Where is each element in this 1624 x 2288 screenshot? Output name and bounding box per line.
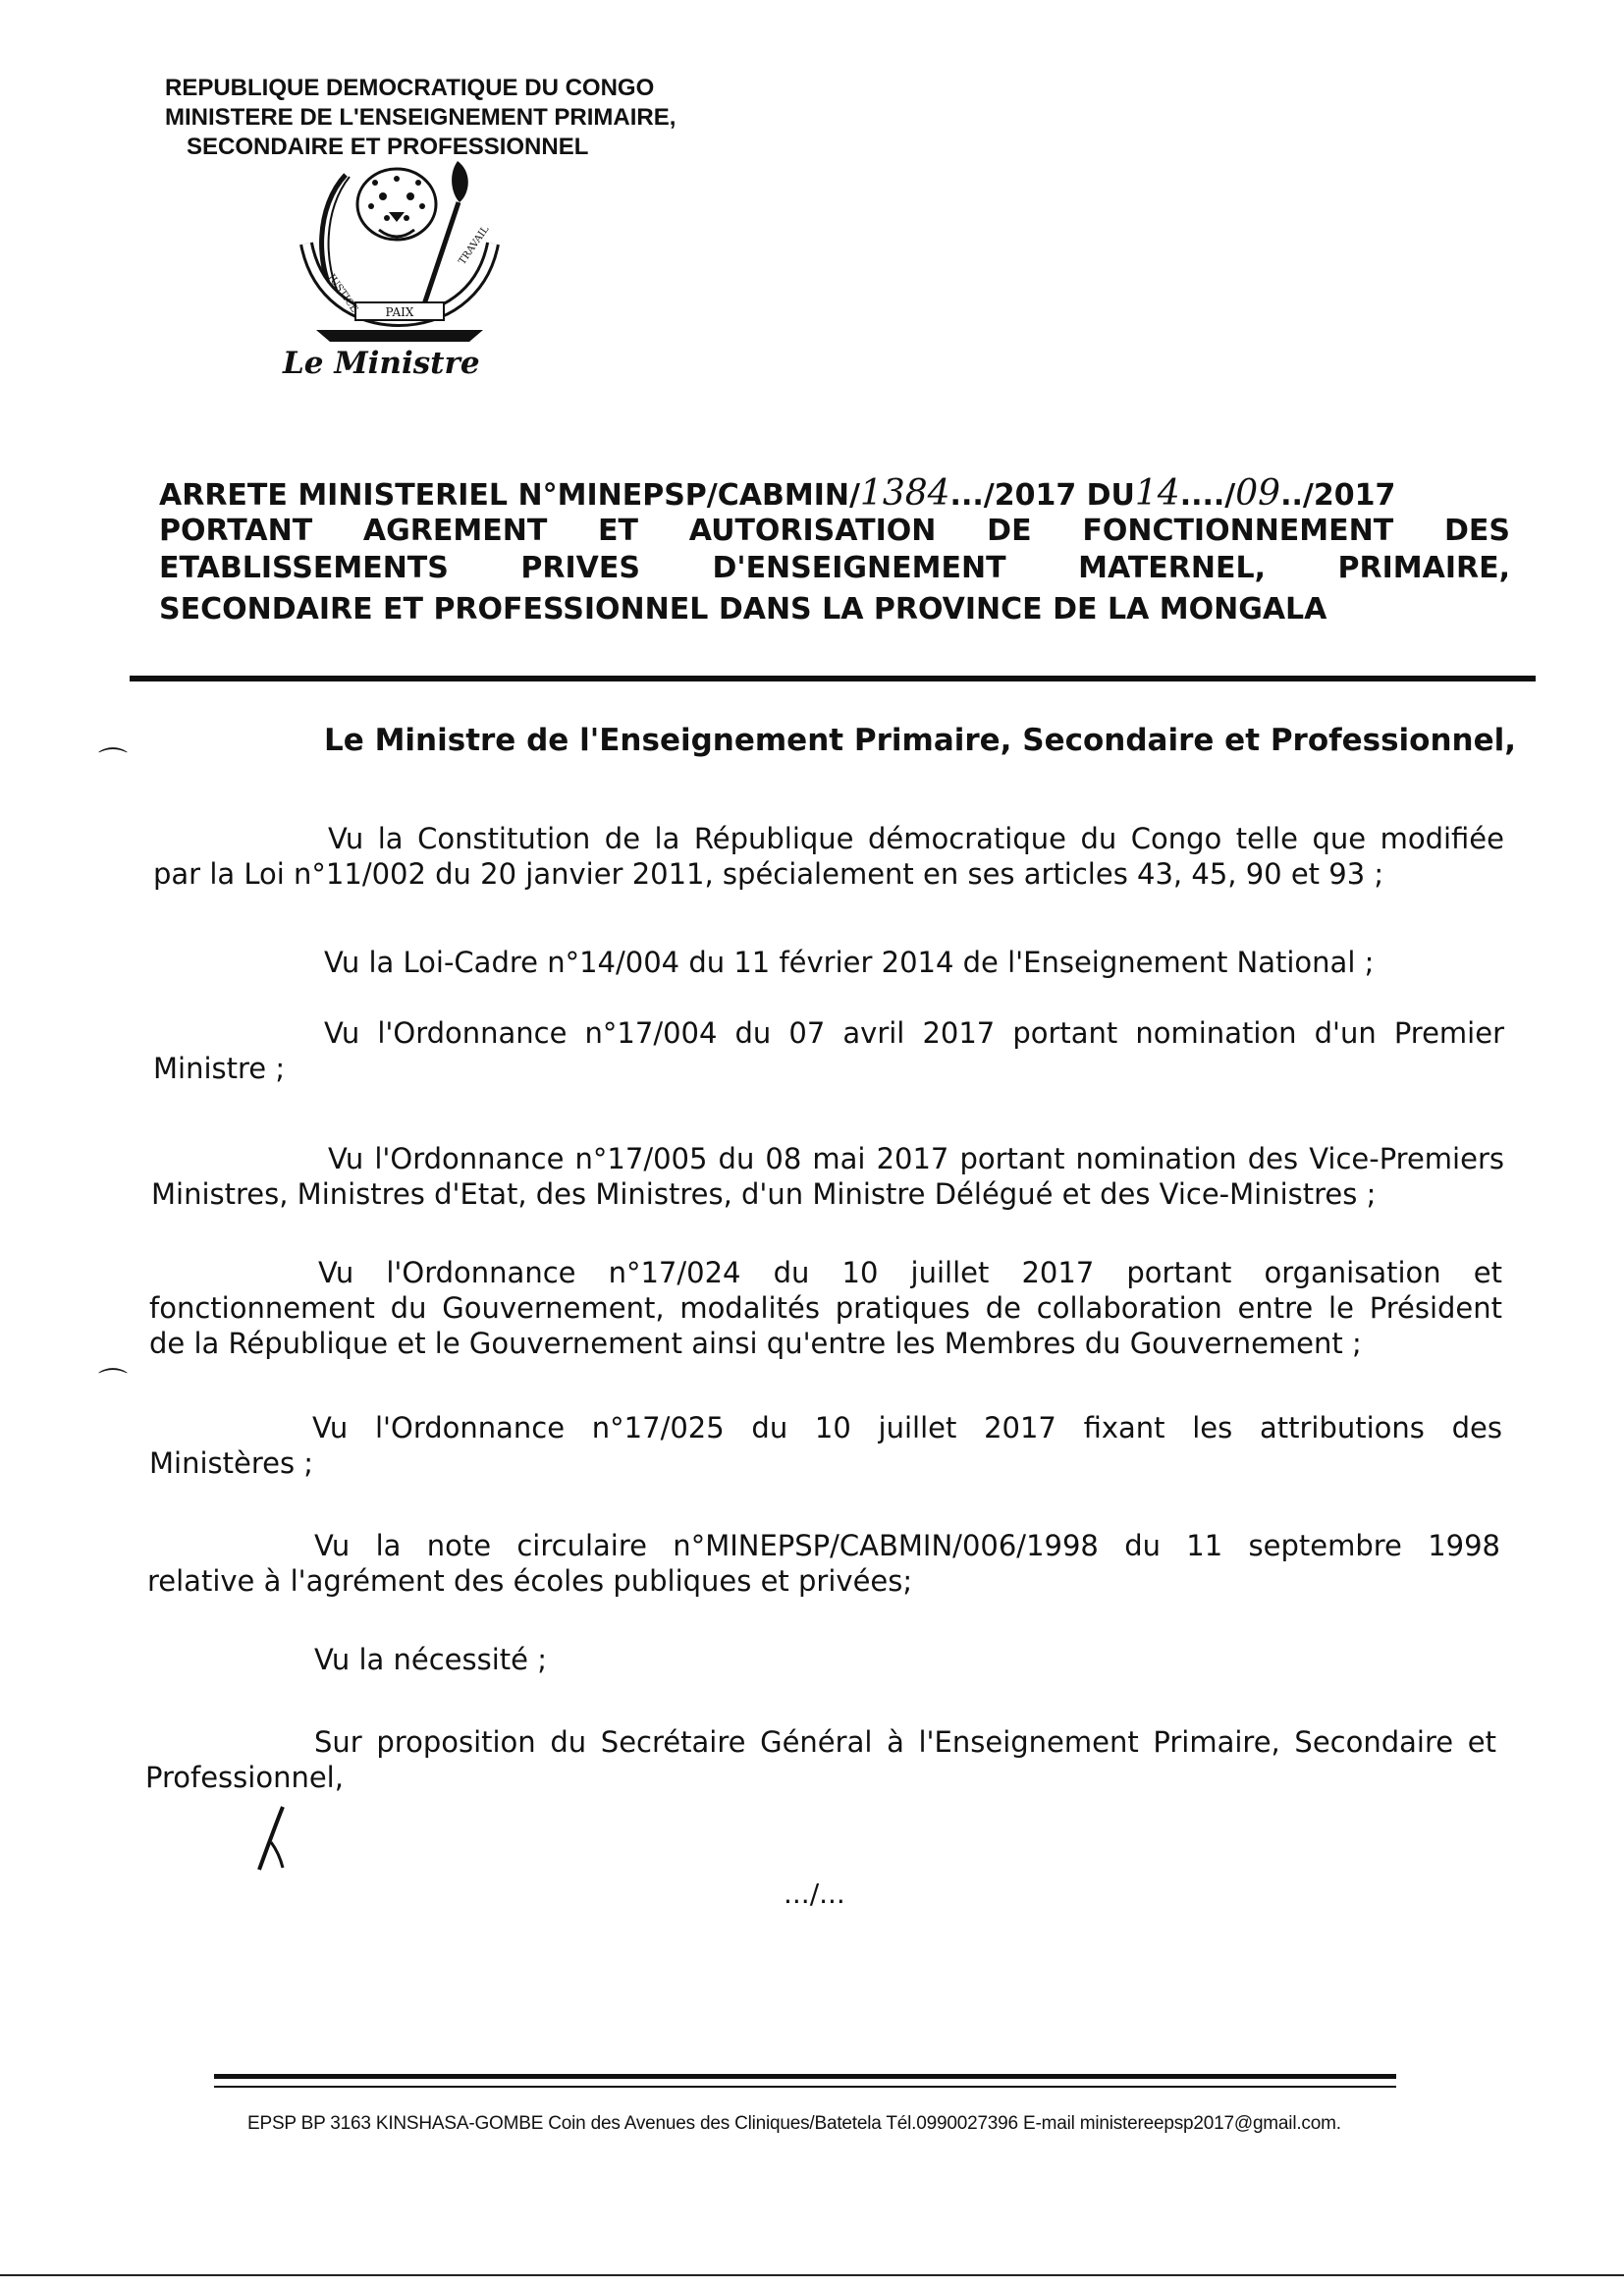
recital-line: Sur proposition du Secrétaire Général à l'Enseignement Primaire, Secondaire et [314, 1725, 1496, 1759]
letterhead-ministry: MINISTERE DE L'ENSEIGNEMENT PRIMAIRE, [165, 104, 677, 131]
footer-contact: EPSP BP 3163 KINSHASA-GOMBE Coin des Avenues des Cliniques/Batetela Tél.0990027396 E-mail ministereepsp2017@gmail.com. [247, 2113, 1341, 2134]
recital-line: Vu la Constitution de la République démocratique du Congo telle que modifiée [328, 822, 1504, 855]
decree-title-line3: ETABLISSEMENTS PRIVES D'ENSEIGNEMENT MATERNEL, PRIMAIRE, [159, 551, 1510, 585]
decree-day-handwritten: 14 [1134, 473, 1180, 514]
margin-mark: ⌒ [98, 746, 128, 781]
recital-line: Ministres, Ministres d'Etat, des Ministres, d'un Ministre Délégué et des Vice-Ministres ; [151, 1177, 1377, 1211]
recital-necessite [314, 1642, 547, 1677]
svg-text:JUSTICE: JUSTICE [325, 272, 360, 315]
decree-month-handwritten: 09 [1235, 473, 1281, 514]
recital-organisation [149, 1255, 1502, 1361]
recital-attributions [149, 1410, 1502, 1481]
coat-of-arms-emblem [277, 147, 522, 344]
recital-line: Vu l'Ordonnance n°17/025 du 10 juillet 2017 fixant les attributions des [312, 1411, 1502, 1444]
recital-line: par la Loi n°11/002 du 20 janvier 2011, spécialement en ses articles 43, 45, 90 et 93 ; [153, 857, 1384, 891]
decree-year: .../2017 DU [949, 478, 1135, 513]
recital-loi-cadre [324, 945, 1374, 980]
recital-line: de la République et le Gouvernement ainsi qu'entre les Membres du Gouvernement ; [149, 1327, 1362, 1360]
recital-line: Ministre ; [153, 1052, 286, 1085]
recital-line: Vu la nécessité ; [314, 1643, 547, 1676]
recital-line: fonctionnement du Gouvernement, modalités pratiques de collaboration entre le Président [149, 1291, 1502, 1325]
decree-title-line2: PORTANT AGREMENT ET AUTORISATION DE FONCTIONNEMENT DES [159, 514, 1510, 548]
recital-proposition [145, 1724, 1496, 1795]
decree-title-line4: SECONDAIRE ET PROFESSIONNEL DANS LA PROVINCE DE LA MONGALA [159, 592, 1327, 626]
handwritten-initial [253, 1803, 293, 1874]
footer-rule [214, 2086, 1396, 2088]
recital-line: Vu l'Ordonnance n°17/005 du 08 mai 2017 portant nomination des Vice-Premiers [328, 1142, 1504, 1175]
recital-line: Vu l'Ordonnance n°17/004 du 07 avril 2017 portant nomination d'un Premier [324, 1016, 1504, 1050]
decree-date-year: ../2017 [1280, 478, 1396, 513]
svg-text:PAIX: PAIX [385, 305, 414, 319]
decree-number-prefix: ARRETE MINISTERIEL N°MINEPSP/CABMIN/ [159, 478, 860, 513]
letterhead-ministry-cont: SECONDAIRE ET PROFESSIONNEL [187, 134, 589, 160]
recital-note-circulaire [147, 1528, 1500, 1599]
initial-mark-icon [253, 1803, 293, 1874]
page-bottom-edge [0, 2274, 1624, 2276]
recital-line: Professionnel, [145, 1761, 344, 1794]
page-continuation: .../... [784, 1878, 845, 1910]
recital-line: Vu l'Ordonnance n°17/024 du 10 juillet 2017 portant organisation et [318, 1256, 1502, 1289]
recital-vice-premiers [151, 1141, 1504, 1212]
coat-of-arms-icon [277, 147, 522, 344]
recital-line: relative à l'agrément des écoles publiques et privées; [147, 1564, 913, 1598]
decree-number-handwritten: 1384 [859, 473, 950, 514]
margin-mark: ⌒ [98, 1367, 128, 1401]
recital-line: Ministères ; [149, 1446, 314, 1480]
minister-heading: Le Ministre de l'Enseignement Primaire, Secondaire et Professionnel, [324, 723, 1517, 758]
minister-signature-label: Le Ministre [283, 346, 480, 381]
letterhead-country: REPUBLIQUE DEMOCRATIQUE DU CONGO [165, 75, 655, 101]
recital-line: Vu la note circulaire n°MINEPSP/CABMIN/006/1998 du 11 septembre 1998 [314, 1529, 1500, 1562]
recital-constitution [153, 821, 1504, 892]
recital-premier-ministre [153, 1015, 1504, 1086]
recital-line: Vu la Loi-Cadre n°14/004 du 11 février 2014 de l'Enseignement National ; [324, 946, 1375, 979]
footer-rule [214, 2074, 1396, 2079]
svg-text:TRAVAIL: TRAVAIL [457, 224, 492, 267]
title-divider [130, 676, 1536, 681]
decree-date-sep: ..../ [1179, 478, 1236, 513]
decree-title-line1 [159, 473, 1510, 514]
